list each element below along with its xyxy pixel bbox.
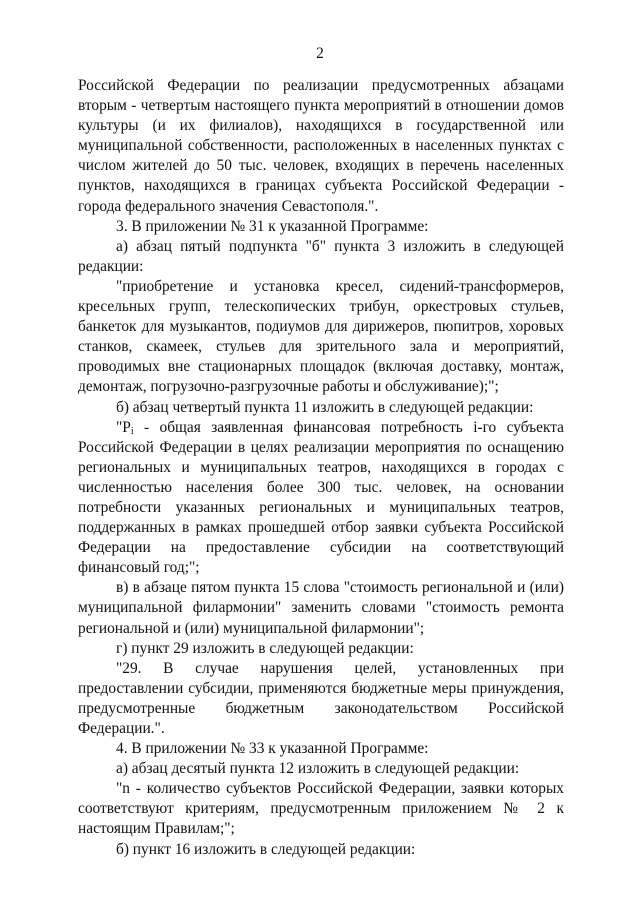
paragraph-subitem-g: г) пункт 29 изложить в следующей редакции: xyxy=(116,639,414,657)
paragraph-subitem-a-2: а) абзац десятый пункта 12 изложить в следующей редакции: xyxy=(116,760,520,778)
paragraph-subitem-b: б) абзац четвертый пункта 11 изложить в следующей редакции: xyxy=(116,398,534,416)
paragraph-subitem-a: а) абзац пятый подпункта "б" пункта 3 изложить в следующей редакции: xyxy=(78,237,564,275)
paragraph-item-4: 4. В приложении № 33 к указанной Программе: xyxy=(116,740,429,758)
paragraph-subitem-v: в) в абзаце пятом пункта 15 слова "стоимость региональной и (или) муниципальной филармонии" заменить словами "стоимость ремонта региональной и (или) муниципальной филармонии"; xyxy=(78,579,564,637)
formula-symbol: "P xyxy=(116,418,131,436)
document-body xyxy=(78,76,564,860)
paragraph-continuation: Российской Федерации по реализации предусмотренных абзацами вторым - четвертым настоящего пункта мероприятий в отношении домов культуры (и их филиалов), находящихся в государственной или муниципальной собственности, расположенных в населенных пунктах с числом жителей до 50 тыс. человек, входящих в перечень населенных пунктов, находящихся в границах субъекта Российской Федерации - города федерального значения Севастополя.". xyxy=(78,77,564,215)
paragraph-quote-29: "29. В случае нарушения целей, установленных при предоставлении субсидии, применяются бюджетные меры принуждения, предусмотренные бюджетным законодательством Российской Федерации.". xyxy=(78,659,564,737)
paragraph-subitem-b-2: б) пункт 16 изложить в следующей редакции: xyxy=(116,840,416,858)
paragraph-quote-acquisition: "приобретение и установка кресел, сидений-трансформеров, кресельных групп, телескопических трибун, оркестровых стульев, банкеток для музыкантов, подиумов для дирижеров, пюпитров, хоровых станков, скамеек, стульев для зрительного зала и мероприятий, проводимых вне стационарных площадок (включая доставку, монтаж, демонтаж, погрузочно-разгрузочные работы и обслуживание);"; xyxy=(78,277,564,396)
paragraph-item-3: 3. В приложении № 31 к указанной Программе: xyxy=(116,217,429,235)
formula-subscript: i xyxy=(130,425,134,437)
paragraph-quote-n: "n - количество субъектов Российской Федерации, заявки которых соответствуют критериям, предусмотренным приложением № 2 к настоящим Правилам;"; xyxy=(78,780,564,838)
page-number: 2 xyxy=(316,45,324,62)
paragraph-quote-pi-text: - общая заявленная финансовая потребность i-го субъекта Российской Федерации в целях реализации мероприятия по оснащению региональных и муниципальных театров, находящихся в городах с численностью населения более 300 тыс. человек, на основании потребности указанных региональных и муниципальных театров, поддержанных в рамках прошедшей отбор заявки субъекта Российской Федерации на предоставление субсидии на соответствующий финансовый год;"; xyxy=(78,418,564,577)
paragraph-quote-pi xyxy=(78,418,564,579)
